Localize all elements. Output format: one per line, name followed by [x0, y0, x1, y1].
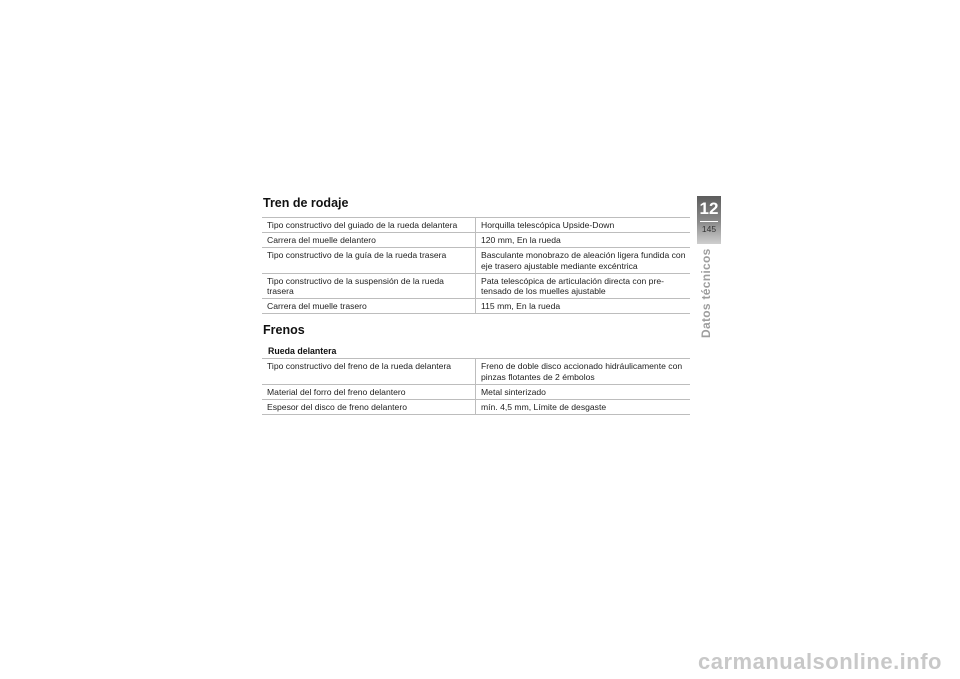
row-value: Basculante monobrazo de aleación ligera fundida con eje trasero ajustable mediante excéntrica: [476, 248, 691, 273]
row-label: Carrera del muelle delantero: [262, 233, 476, 248]
row-value: Pata telescópica de articulación directa con pre-tensado de los muelles ajustable: [476, 273, 691, 298]
row-value: 120 mm, En la rueda: [476, 233, 691, 248]
row-value: 115 mm, En la rueda: [476, 299, 691, 314]
table-frenos: [262, 359, 690, 415]
section-title-frenos: Frenos: [263, 323, 305, 338]
subheading-rueda-delantera: Rueda delantera: [262, 344, 690, 359]
row-label: Espesor del disco de freno delantero: [262, 400, 476, 415]
table-row: [262, 359, 690, 384]
row-value: Metal sinterizado: [476, 384, 691, 399]
row-value: mín. 4,5 mm, Límite de desgaste: [476, 400, 691, 415]
table-row: [262, 273, 690, 298]
side-chapter-label-text: Datos técnicos: [699, 248, 713, 338]
table-row: [262, 400, 690, 415]
table-row: [262, 384, 690, 399]
row-label: Material del forro del freno delantero: [262, 384, 476, 399]
page-number: 145: [701, 224, 717, 234]
row-label: Tipo constructivo del guiado de la rueda delantera: [262, 218, 476, 233]
chapter-tab: [697, 196, 721, 244]
table-tren-de-rodaje: [262, 217, 690, 314]
row-label: Tipo constructivo del freno de la rueda delantera: [262, 359, 476, 384]
table-row: [262, 218, 690, 233]
table-row: [262, 233, 690, 248]
chapter-number: 12: [699, 199, 719, 218]
section-title-tren-de-rodaje: Tren de rodaje: [263, 196, 349, 210]
row-value: Horquilla telescópica Upside-Down: [476, 218, 691, 233]
row-value: Freno de doble disco accionado hidráulicamente con pinzas flotantes de 2 émbolos: [476, 359, 691, 384]
row-label: Tipo constructivo de la guía de la rueda trasera: [262, 248, 476, 273]
table-row: [262, 299, 690, 314]
side-chapter-label: [699, 248, 719, 338]
watermark: carmanualsonline.info: [698, 649, 942, 674]
chapter-divider: [700, 221, 718, 222]
row-label: Tipo constructivo de la suspensión de la rueda trasera: [262, 273, 476, 298]
table-row: [262, 248, 690, 273]
content: [262, 196, 690, 415]
row-label: Carrera del muelle trasero: [262, 299, 476, 314]
